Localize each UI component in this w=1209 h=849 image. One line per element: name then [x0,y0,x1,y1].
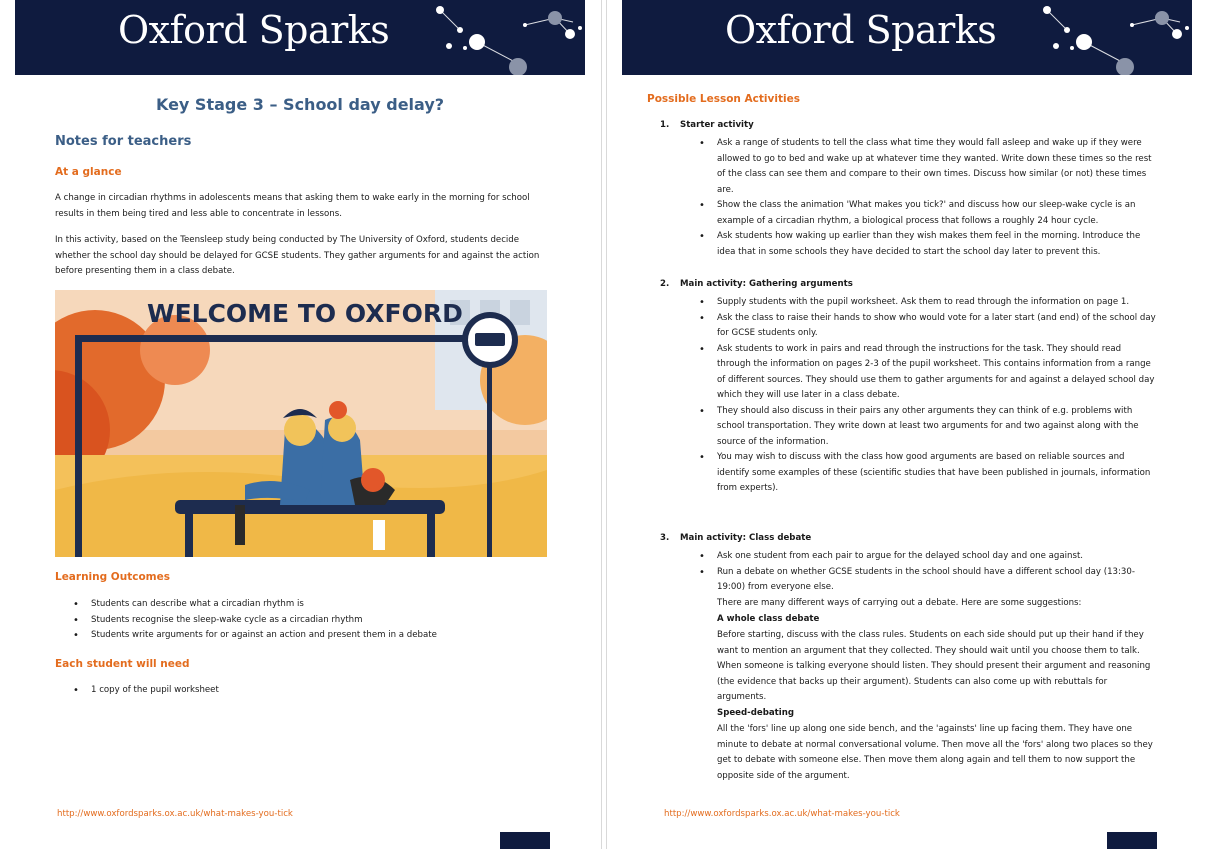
section-2-title [660,279,853,289]
section-title: Starter activity [680,120,754,130]
footer-link[interactable]: http://www.oxfordsparks.ox.ac.uk/what-makes-you-tick [57,809,293,819]
section-3-title [660,533,812,543]
list-item: • Ask students to work in pairs and read through the instructions for the task. They should read through the information on pages 2-3 of the pupil worksheet. This contains information from a range of different sources. They should use them to gather arguments for and against a delayed school day which they will use later in a class debate. [717,342,1157,404]
speed-debating-title: Speed-debating [717,708,794,718]
bus-stop-illustration [55,290,547,557]
whole-class-debate-title: A whole class debate [717,614,820,624]
list-item: • Ask a range of students to tell the class what time they would fall asleep and wake up if they were allowed to go to bed and wake up at whatever time they wanted. Write down these times so the rest of the class can see them and compare to their own times. Discuss how similar (or not) these times are. [717,136,1157,198]
list-item: • They should also discuss in their pairs any other arguments they can think of e.g. problems with school transportation. They write down at least two arguments for and two against along with the source of the information. [717,404,1157,451]
list-item: • Ask the class to raise their hands to show who would vote for a later start (and end) of the school day for GCSE students only. [717,311,1157,342]
constellation-icon [1022,0,1192,75]
brand-logo-text: Oxford Sparks [725,8,997,52]
section-1-list [717,136,1157,260]
list-item: • Ask students how waking up earlier than they wish makes them feel in the morning. Introduce the idea that in some schools they have decided to start the school day later to prevent this. [717,229,1157,260]
section-title: Main activity: Class debate [680,533,812,543]
lesson-activities-heading: Possible Lesson Activities [647,93,800,105]
learning-outcomes-heading: Learning Outcomes [55,571,170,583]
document-title: Key Stage 3 – School day delay? [155,95,445,114]
whole-class-debate-text: Before starting, discuss with the class rules. Students on each side should put up their hand if they want to mention an argument that they collected. They should wait until you choose them to talk. When someone is talking everyone should listen. They should present their argument and reasoning (the evidence that backs up their argument). Students can also come up with rebuttals for arguments. [717,630,1151,702]
list-item: • Supply students with the pupil worksheet. Ask them to read through the information on page 1. [717,295,1157,311]
constellation-icon [415,0,585,75]
list-item: • Run a debate on whether GCSE students in the school should have a different school day (13:30-19:00) from everyone else. [717,565,1157,596]
list-item: • Students write arguments for or against an action and present them in a debate [91,628,561,644]
section-3-list [717,549,1157,596]
section-1-title [660,120,754,130]
sign-text: WELCOME TO OXFORD [147,299,463,328]
list-item: • You may wish to discuss with the class how good arguments are based on reliable sources and identify some examples of these (scientific studies that have been published in journals, information from experts). [717,450,1157,497]
glance-paragraph-2: In this activity, based on the Teensleep study being conducted by The University of Oxford, students decide whether the school day should be delayed for GCSE students. They gather arguments for and against the action before presenting them in a class debate. [55,235,540,276]
student-need-heading: Each student will need [55,658,190,670]
left-page [0,0,601,849]
section-number: 3. [660,533,670,543]
footer-link[interactable]: http://www.oxfordsparks.ox.ac.uk/what-makes-you-tick [664,809,900,819]
learning-outcomes-list [91,597,561,644]
student-need-list [91,683,561,699]
speed-debating-text: All the 'fors' line up along one side bench, and the 'againsts' line up facing them. They have one minute to debate at normal conversational volume. Then move all the 'fors' along two places so they get to debate with someone else. Then move them along again and tell them to now support the opposite side of the argument. [717,724,1153,781]
brand-logo-text: Oxford Sparks [118,8,390,52]
glance-paragraph-1: A change in circadian rhythms in adolescents means that asking them to wake early in the morning for school results in them being tired and less able to concentrate in lessons. [55,193,530,219]
header-banner [622,0,1192,75]
header-banner [15,0,585,75]
notes-heading: Notes for teachers [55,134,192,149]
at-a-glance-heading: At a glance [55,166,122,178]
debate-intro: There are many different ways of carrying out a debate. Here are some suggestions: [717,598,1082,608]
list-item: • Students recognise the sleep-wake cycle as a circadian rhythm [91,613,561,629]
university-crest-icon [500,832,550,849]
list-item: • 1 copy of the pupil worksheet [91,683,561,699]
university-crest-icon [1107,832,1157,849]
section-title: Main activity: Gathering arguments [680,279,853,289]
section-number: 1. [660,120,670,130]
list-item: • Show the class the animation 'What makes you tick?' and discuss how our sleep-wake cycle is an example of a circadian rhythm, a biological process that follows a roughly 24 hour cycle. [717,198,1157,229]
list-item: • Ask one student from each pair to argue for the delayed school day and one against. [717,549,1157,565]
right-page [607,0,1209,849]
list-item: • Students can describe what a circadian rhythm is [91,597,561,613]
section-2-list [717,295,1157,497]
section-number: 2. [660,279,670,289]
